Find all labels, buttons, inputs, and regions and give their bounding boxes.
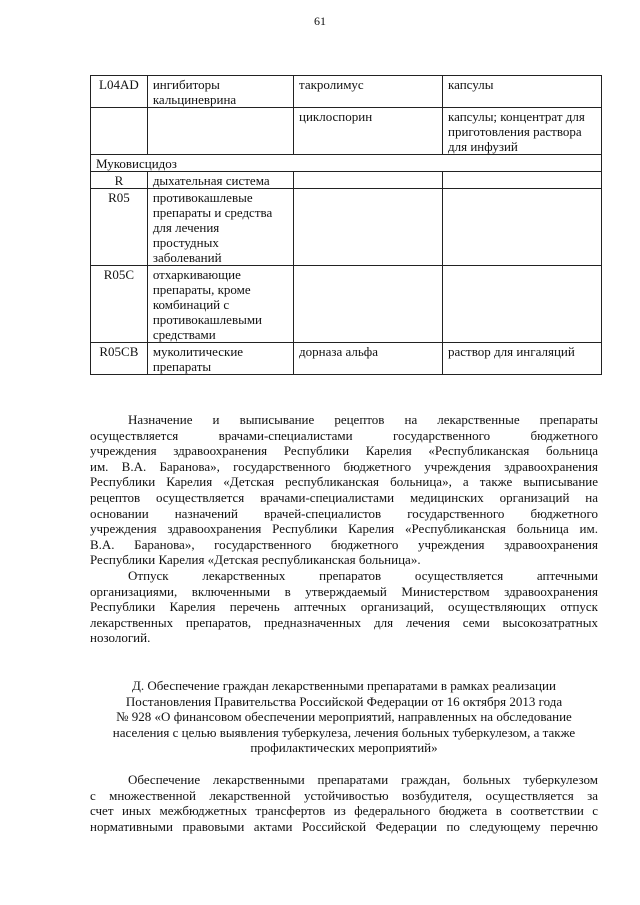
atc-code-cell: L04AD bbox=[91, 76, 148, 108]
table-row bbox=[91, 172, 602, 189]
text-line: организациями, включенными в утверждаемый Министерством здравоохранения bbox=[90, 583, 598, 599]
drug-group-cell bbox=[147, 108, 293, 155]
text-line: нозологий. bbox=[90, 630, 151, 646]
dosage-form-cell: капсулы; концентрат для приготовления раствора для инфузий bbox=[443, 108, 602, 155]
atc-code-cell bbox=[91, 108, 148, 155]
table-row bbox=[91, 76, 602, 108]
heading-line: Постановления Правительства Российской Федерации от 16 октября 2013 года bbox=[125, 693, 563, 709]
table-row bbox=[91, 266, 602, 343]
text-line: Отпуск лекарственных препаратов осуществляется аптечными bbox=[128, 568, 598, 583]
atc-code-cell: R05CB bbox=[91, 343, 148, 375]
drug-group-cell: отхаркивающие препараты, кроме комбинаций с противокашлевыми средствами bbox=[147, 266, 293, 343]
table-section-row bbox=[91, 155, 602, 172]
dosage-form-cell bbox=[443, 189, 602, 266]
drug-group-cell: дыхательная система bbox=[147, 172, 293, 189]
inn-cell bbox=[294, 266, 443, 343]
dosage-form-cell: раствор для ингаляций bbox=[443, 343, 602, 375]
paragraph-prescription bbox=[90, 412, 598, 568]
heading-line: Д. Обеспечение граждан лекарственными препаратами в рамках реализации bbox=[132, 678, 556, 693]
inn-cell: циклоспорин bbox=[294, 108, 443, 155]
drug-group-cell: противокашлевые препараты и средства для лечения простудных заболеваний bbox=[147, 189, 293, 266]
dosage-form-cell bbox=[443, 266, 602, 343]
heading-line: населения с целью выявления туберкулеза, лечения больных туберкулезом, а также bbox=[112, 724, 576, 740]
text-line: Обеспечение лекарственными препаратами граждан, больных туберкулезом bbox=[128, 772, 598, 787]
dosage-form-cell bbox=[443, 172, 602, 189]
atc-code-cell: R bbox=[91, 172, 148, 189]
section-heading bbox=[90, 678, 598, 756]
atc-code-cell: R05 bbox=[91, 189, 148, 266]
paragraph-dispensing bbox=[90, 568, 598, 646]
table-row bbox=[91, 108, 602, 155]
heading-line: профилактических мероприятий» bbox=[250, 740, 438, 756]
drug-group-cell: ингибиторы кальциневрина bbox=[147, 76, 293, 108]
inn-cell: дорназа альфа bbox=[294, 343, 443, 375]
text-line: рецептов осуществляется врачами-специалистами медицинских организаций на bbox=[90, 489, 598, 505]
section-title-cell: Муковисцидоз bbox=[91, 155, 602, 172]
inn-cell: такролимус bbox=[294, 76, 443, 108]
dosage-form-cell: капсулы bbox=[443, 76, 602, 108]
atc-code-cell: R05C bbox=[91, 266, 148, 343]
page-number: 61 bbox=[314, 14, 326, 28]
text-line: лекарственных препаратов, предназначенных для лечения семи высокозатратных bbox=[90, 614, 598, 630]
table-row bbox=[91, 189, 602, 266]
paragraph-tuberculosis bbox=[90, 772, 598, 834]
text-line: учреждения здравоохранения Республики Карелия «Республиканская больница им. bbox=[90, 521, 598, 537]
text-line: счет иных межбюджетных трансфертов из федерального бюджета в соответствии с bbox=[90, 803, 598, 819]
text-line: основании назначений врачей-специалистов государственного бюджетного bbox=[90, 505, 598, 521]
table-row bbox=[91, 343, 602, 375]
text-line: Республики Карелия «Детская республиканская больница». bbox=[90, 552, 421, 568]
drug-group-cell: муколитические препараты bbox=[147, 343, 293, 375]
drug-table bbox=[90, 75, 602, 375]
text-line: им. В.А. Баранова», государственного бюджетного учреждения здравоохранения bbox=[90, 458, 598, 474]
text-line: осуществляется врачами-специалистами государственного бюджетного bbox=[90, 427, 598, 443]
text-line: Республики Карелия перечень аптечных организаций, осуществляющих отпуск bbox=[90, 599, 598, 615]
text-line: нормативными правовыми актами Российской Федерации по следующему перечню bbox=[90, 818, 598, 834]
heading-line: № 928 «О финансовом обеспечении мероприятий, направленных на обследование bbox=[116, 709, 572, 725]
text-line: В.А. Баранова», государственного бюджетного учреждения здравоохранения bbox=[90, 536, 598, 552]
text-line: учреждения здравоохранения Республики Карелия «Республиканская больница bbox=[90, 443, 598, 459]
text-line: с множественной лекарственной устойчивостью возбудителя, осуществляется за bbox=[90, 787, 598, 803]
text-line: Назначение и выписывание рецептов на лекарственные препараты bbox=[128, 412, 598, 427]
inn-cell bbox=[294, 189, 443, 266]
inn-cell bbox=[294, 172, 443, 189]
text-line: Республики Карелия «Детская республиканская больница», а также выписывание bbox=[90, 474, 598, 490]
